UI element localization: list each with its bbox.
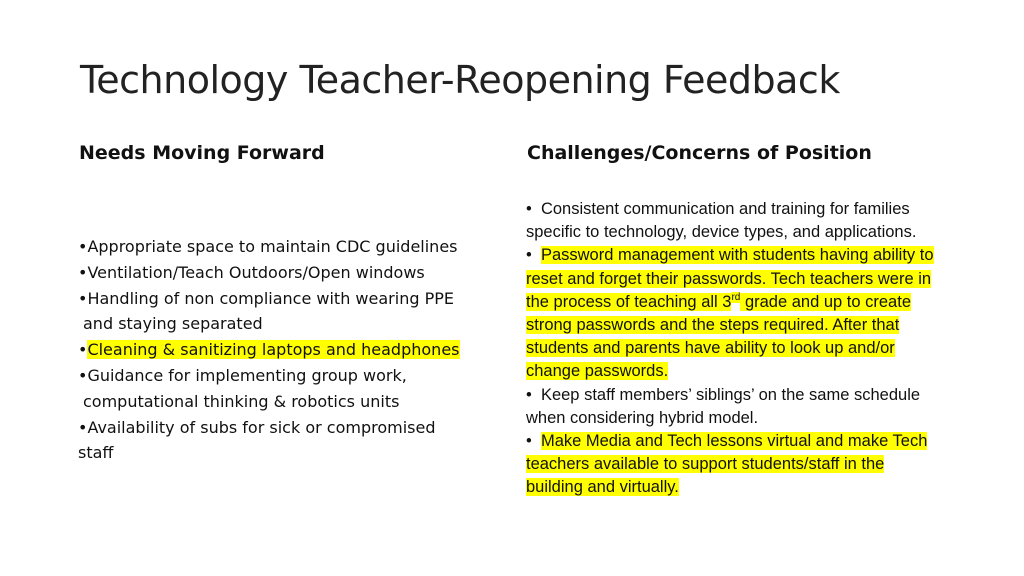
highlighted-text: change passwords. xyxy=(526,362,669,381)
list-item: • Keep staff members’ siblings’ on the same schedule xyxy=(526,385,921,404)
challenges-list xyxy=(526,198,1006,500)
highlighted-text: students and parents have ability to look up and/or xyxy=(526,339,895,358)
list-item: •Handling of non compliance with wearing PPE xyxy=(78,288,454,308)
highlighted-text: Cleaning & sanitizing laptops and headphones xyxy=(87,340,460,360)
list-item: •Guidance for implementing group work, xyxy=(78,365,407,385)
highlighted-text: Password management with students having ability to xyxy=(540,246,934,265)
superscript: rd xyxy=(731,292,741,304)
bullet: • xyxy=(526,200,532,218)
list-item xyxy=(526,244,1006,267)
list-item-continuation: staff xyxy=(78,443,114,463)
list-item: •Ventilation/Teach Outdoors/Open windows xyxy=(78,262,425,282)
bullet: • xyxy=(526,432,532,451)
highlighted-text: teachers available to support students/staff in the xyxy=(526,455,885,474)
bullet: • xyxy=(526,246,532,265)
list-item: •Appropriate space to maintain CDC guidelines xyxy=(78,237,458,256)
needs-heading: Needs Moving Forward xyxy=(79,142,325,164)
list-item-continuation: when considering hybrid model. xyxy=(526,408,759,427)
bullet: • xyxy=(78,340,88,360)
highlighted-text: building and virtually. xyxy=(526,478,679,497)
needs-list xyxy=(78,234,498,466)
list-item: •Availability of subs for sick or compromised xyxy=(78,417,436,437)
list-item-continuation: specific to technology, device types, and applications. xyxy=(526,223,917,242)
list-item xyxy=(526,430,1006,453)
highlighted-text: reset and forget their passwords. Tech teachers were in xyxy=(526,269,932,288)
list-item-continuation: and staying separated xyxy=(83,314,263,334)
slide-title: Technology Teacher-Reopening Feedback xyxy=(80,58,840,102)
highlighted-text: Make Media and Tech lessons virtual and make Tech xyxy=(540,432,928,451)
list-item: • Consistent communication and training for families xyxy=(526,200,910,218)
highlighted-text: grade and up to create xyxy=(740,292,911,311)
highlighted-text: the process of teaching all 3 xyxy=(526,292,732,311)
bullet: • xyxy=(526,385,532,404)
list-item-continuation: computational thinking & robotics units xyxy=(83,391,400,411)
list-item xyxy=(78,337,498,363)
highlighted-text: strong passwords and the steps required. After that xyxy=(526,316,900,335)
challenges-heading: Challenges/Concerns of Position xyxy=(527,142,872,164)
